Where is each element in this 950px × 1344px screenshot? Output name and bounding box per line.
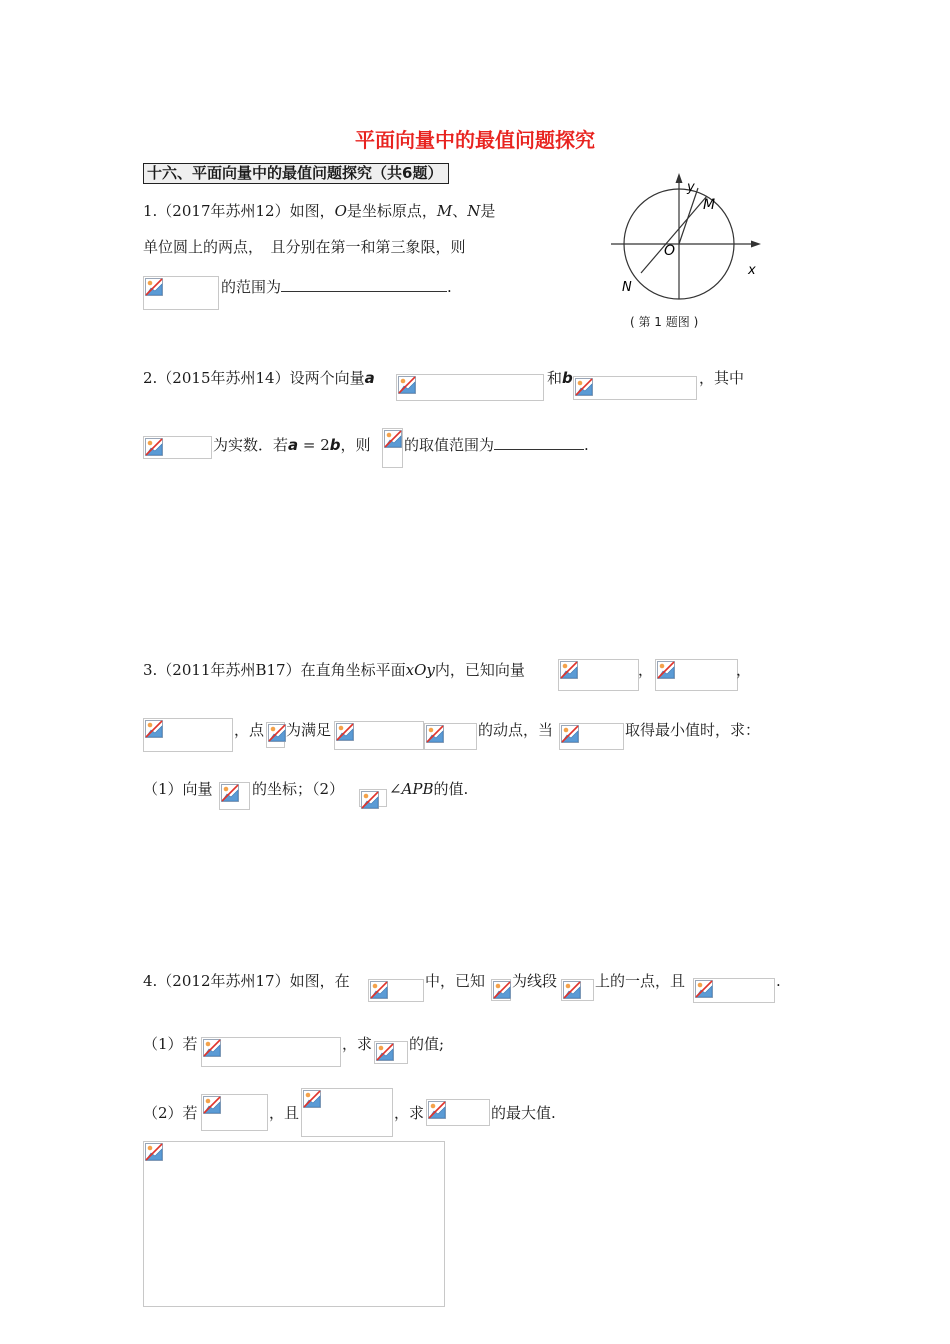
formula-image <box>558 659 639 691</box>
q3-line-3b: 的坐标；（2） <box>252 780 345 798</box>
broken-image-icon <box>428 1101 446 1119</box>
broken-image-icon <box>563 981 581 999</box>
formula-image <box>573 376 697 400</box>
q3-comma-2: ， <box>736 661 752 679</box>
formula-image <box>143 276 219 310</box>
broken-image-icon <box>336 723 354 741</box>
q4-line-1d: 上的一点，且 <box>595 972 686 990</box>
q3-line-1: 3.（2011年苏州B17）在直角坐标平面xOy内，已知向量 <box>143 661 525 679</box>
formula-image <box>334 721 424 750</box>
q4-line-3c: ，求 <box>394 1104 425 1122</box>
q4-line-2b: ，求 <box>342 1035 373 1053</box>
formula-image <box>693 978 775 1003</box>
formula-image <box>655 659 738 691</box>
formula-image <box>359 789 387 807</box>
figure-caption: ( 第 1 题图 ) <box>630 315 699 329</box>
broken-image-icon <box>370 981 388 999</box>
broken-image-icon <box>203 1096 221 1114</box>
formula-image <box>201 1094 268 1131</box>
q4-line-2c: 的值; <box>409 1035 445 1053</box>
formula-image <box>368 979 424 1002</box>
q3-line-3c: ∠APB的值. <box>389 780 469 798</box>
q1-line-3: 的范围为 . <box>221 278 452 296</box>
q3-line-2b: 为满足 <box>286 721 332 739</box>
q2-line-2b: 的取值范围为 . <box>404 436 589 454</box>
broken-image-icon <box>398 376 416 394</box>
answer-blank <box>281 277 447 292</box>
broken-image-icon <box>145 1143 163 1161</box>
formula-image <box>396 374 544 401</box>
q2-line-1a: 2.（2015年苏州14）设两个向量a <box>143 369 375 387</box>
section-heading: 十六、平面向量中的最值问题探究（共6题） <box>143 163 449 184</box>
q4-line-1c: 为线段 <box>512 972 558 990</box>
broken-image-icon <box>303 1090 321 1108</box>
broken-image-icon <box>376 1043 394 1061</box>
q4-line-1end: . <box>776 972 781 990</box>
broken-image-icon <box>384 430 402 448</box>
broken-image-icon <box>145 720 163 738</box>
q4-line-1b: 中，已知 <box>425 972 486 990</box>
q2-line-2a: 为实数．若a = 2b，则 <box>213 436 371 454</box>
formula-image <box>424 723 477 750</box>
q4-line-1a: 4.（2012年苏州17）如图，在 <box>143 972 350 990</box>
broken-image-icon <box>575 378 593 396</box>
unit-circle-figure <box>603 166 763 331</box>
q3-comma-1: ， <box>638 661 654 679</box>
broken-image-icon <box>145 438 163 456</box>
broken-image-icon <box>221 784 239 802</box>
label-y: y <box>687 180 695 195</box>
page-title: 平面向量中的最值问题探究 <box>355 128 595 152</box>
broken-image-icon <box>426 725 444 743</box>
formula-image <box>491 979 511 1001</box>
answer-blank <box>494 435 584 450</box>
broken-image-icon <box>145 278 163 296</box>
label-o: O <box>664 243 676 259</box>
q4-line-3b: ，且 <box>269 1104 300 1122</box>
q4-line-2a: （1）若 <box>143 1035 198 1053</box>
q3-line-2c: 的动点，当 <box>478 721 554 739</box>
q3-line-2d: 取得最小值时，求： <box>625 721 761 739</box>
q4-line-3a: （2）若 <box>143 1104 198 1122</box>
formula-image <box>561 979 594 1001</box>
formula-image <box>559 723 624 750</box>
label-n: N <box>622 280 632 295</box>
broken-image-icon <box>361 791 379 809</box>
broken-image-icon <box>203 1039 221 1057</box>
broken-image-icon <box>493 981 511 999</box>
q2-line-1c: ，其中 <box>699 369 745 387</box>
q3-line-2a: ，点 <box>234 721 265 739</box>
q2-line-1b: 和b <box>547 369 573 387</box>
formula-image <box>143 436 212 459</box>
broken-image-icon <box>268 724 286 742</box>
formula-image <box>382 428 403 468</box>
formula-image <box>219 782 250 810</box>
broken-image-icon <box>560 661 578 679</box>
formula-image <box>266 722 285 748</box>
formula-image <box>201 1037 341 1067</box>
q1-line-1: 1.（2017年苏州12）如图，O是坐标原点，M、N是 <box>143 202 496 220</box>
q1-line-2: 单位圆上的两点， 且分别在第一和第三象限，则 <box>143 238 466 256</box>
label-m: M <box>703 197 716 213</box>
formula-image <box>301 1088 393 1137</box>
broken-image-icon <box>695 980 713 998</box>
q3-line-3a: （1）向量 <box>143 780 213 798</box>
q4-figure-image <box>143 1141 445 1307</box>
label-x: x <box>748 263 756 278</box>
formula-image <box>143 718 233 752</box>
broken-image-icon <box>561 725 579 743</box>
broken-image-icon <box>657 661 675 679</box>
formula-image <box>374 1041 408 1064</box>
q4-line-3d: 的最大值. <box>491 1104 556 1122</box>
formula-image <box>426 1099 490 1126</box>
